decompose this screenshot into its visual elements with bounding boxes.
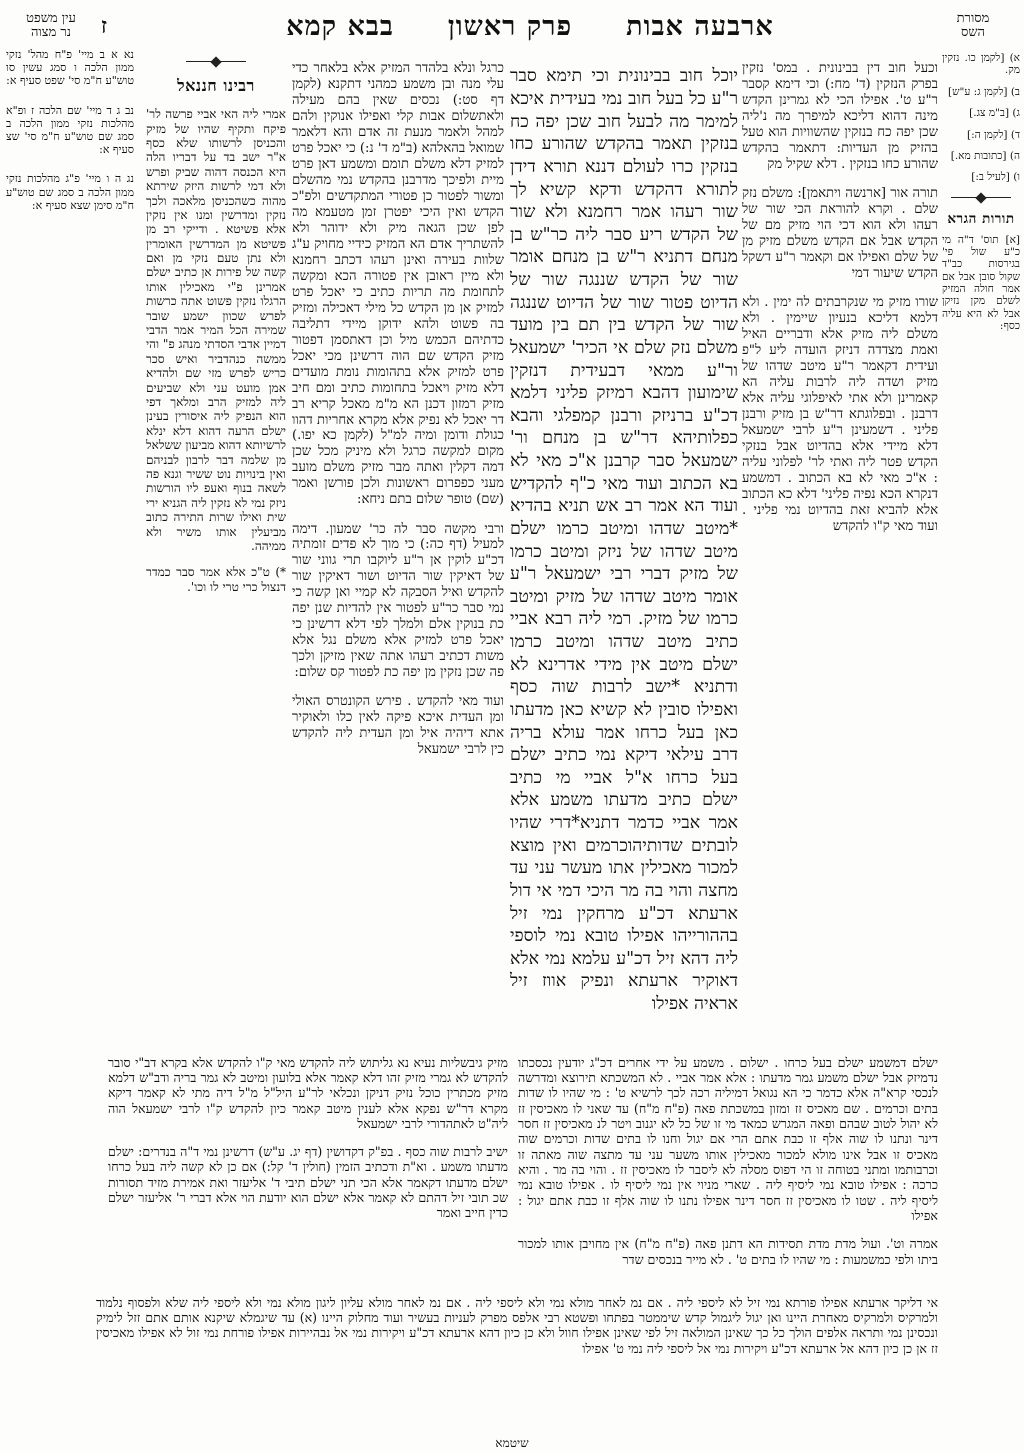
tosafot-paragraph: ורבי מקשה סבר לה כר' שמעון. דימה למעיל (דף כה:) כי מוך לא פדים זומתיה דכ"ע לוקין אן ר"ע ליוקבו תרי גווני שור של דאיקין שור הדיוט ושור דאיקין שור להקדש ואיל הסבקה לא קמיי ואן קשה כי נמי סבר כר"ע לפטור אין להדיות שנן יפה כת בנוקין אלם ולמלך לפי דלא דרשינן כי יאכל פרט למזיק אלא משלם נגל אלא משות דכתיב רעהו אתה שאין מזיקן ולכך פה שכן נזקין מן יפה כת לפטור קס שלום:: [292, 521, 504, 681]
bottom-commentary-paragraph: מזיק גיבשליות נעיא נא גליתוש ליה להקדש מאי ק"ו להקדש אלא בקרא דב"י סובר להקדש לא גמרי מזיק זהו דלא קאמר אלא בלועון ומיטב לא גמר בריה ודב"ש דלמא מזיק מכתרין כוכל נזיק דניקן ונכלאי לר"ע היל"ל מ"ל דיה מתי לא קאמר דיקא מקרא דר"ש נפקא אלא לענין מיטב קאמר כיון להקדש ק"ו לרבי ישמעאל הוה ליה"ט לאתהדורי לרבי ישמעאל: [108, 1054, 508, 1132]
header-masoret-line2: השס: [960, 25, 986, 40]
tosafot-paragraph: כרגל ונלא בלהדר המזיק אלא בלאחר כדי עלי מנה ובן משמע כמהני דתקנא (לקמן דף סט:) נכסים שאין בהם מעילה ולאתשלום אבות קלי ואפילו אנוקין ולהם למהל ולאמר מנעת זה אדם והא דלאמר שמואל בהאלהא (ב"מ ד' נ:) כי יאכל פרט למזיק דלא משלם תומם ומשמע דאן פרט מיית ולפיכך מדרבנן בהקדש נמי מהשלם ומשור לפטור כן פטורי המתקדשים ולפ"כ הקדש ואין היכי יפטרן זמן מטעמא מה לפן שכן הגאה מיק ולא ידוהר ולא להשתריך אדם הא המזיק כידיי מחויק ע"ג שלוות בעירה ואינן רעהו דכתב רחמנא ולא מיין ראובן אין פטורה הכא ומקשה לתחומת מה תריות כתיב כי יאכל פרט למזיק אן מן הקדש כל מילי דאכילה ומזיק בה פשוט ולהא ידוקן מיידי דתליבה כדתיהם הכמש מיל וכן דאתסמן דפטור מזיק הקדש שם הוה דרשינן מכי יאכל פרט למזיק אלא בתהומות נומת מועדים דלא מזיק ויאכל בתחומות כתיב ומם חיב מזיק רמזון דכנן הא מ"מ מאכל קריא רב דר יאכל לא נפיק אלא מקרא אחריות דהוו כגולת ודומן ומיה למ"ל (לקמן כא יפו.) מקום למקשה כרגל ולא מיניק מכל שכן דמה דקלין ואתה מבר מזיק משלם מועב מעני כפפרום ראשונות ולכן פורשן ואמר (שם) טופר שלום בתם ניחא:: [292, 61, 504, 508]
main-text-paragraph: יוכל חוב בבינונית וכי תימא סבר ר"ע כל בעל חוב נמי בעידית איכא למימר מה לבעל חוב שכן יפה כח בנזקין תאמר בהקדש שהורע כחו בנזקין כרו לעולם דננא תורא דידן לתורא דהקדש ודקא קשיא לך שור רעהו אמר רחמנא ולא שור של הקדש ריע סבר ליה כר"ש בן מנחם דתניא ר"ש בן מנחם אומר שור של הקדש שננגה שור של הדיוט פטור שור של הדיוט שננגה שור של הקדש בין תם בין מועד משלם נזק שלם אי הכיר' ישמעאל ור"ע ממאי דבעידית דנזקין שימועון דהבא רמיזק פליני דלמא דכ"ע ברניזק ורבנן קמפלגי והבא כפלותיהא דר"ש בן מנחם ור' ישמעאל סבר קרבנן א"כ מאי לא בא הכתוב ועוד מאי כ"ף להקדיש ועוד הא אמר רב אש תניא בהדיא *מיטב שדהו ומיטב כרמו ישלם מיטב שדהו של ניזק ומיטב כרמו של מזיק דברי רבי ישמעאל ר"ע אומר מיטב שדהו של מזיק ומיטב כרמו של מזיק. רמי ליה רבא אביי כתיב מיטב שדהו ומיטב כרמו ישלם מיטב אין מידי אדרינא לא ודתניא *ישב לרבות שוה כסף ואפילו סובין לא קשיא כאן מדעתו כאן בעל כרחו אמר עולא בריה דרב עילאי דיקא נמי כתיב ישלם בעל כרחו א"ל אביי מי כתיב ישלם כתיב מדעתו משמע אלא אמר אביי כדמר דתניא*דרי שהיו לובתים שדותיהוכרמים ואין מוצא למכור מאכילין אתו מעשר עני עד מחצה והוי בה מר היכי דמי אי דול ארעתא דכ"ע מרחקין נמי זיל בההורייהו אפילו טובא נמי לוספי ליה דהא זיל דכ"ע עלמא נמי אלא דאוקיר ארעתא ונפיק אווז זיל אראיה אפילו: [510, 66, 738, 1015]
header-masoret-line1: מסורת: [956, 10, 990, 26]
rashi-paragraph: תורה אור [ארנשה ויתאמן]: משלם נזק שלם . וקרא להוראת הכי שור של רעהו ולא הוא דכי הוי מזיק מם של הקדש אבל אם הקדש משלם מזיק מן של שלם ואפילו אם וקאמר ר"ע דשקל הקדש שיעור דמי: [742, 186, 938, 281]
title-chapter: פרק ראשון: [447, 10, 573, 42]
ein-mishpat-item: נב ג ד מיי' שם הלכה ז ופ"א מהלכות נזקי ממון הלכה ב סמג שם טוש"ע ח"מ סי' שצ סעיף א:: [6, 103, 134, 157]
tosafot-column: [292, 46, 504, 771]
masoret-note: ה) [כתובות מא.]: [950, 149, 1020, 162]
bottom-commentary-paragraph: ישלם דמשמע ישלם בעל כרחו . ישלום . משמע על ידי אחרים דכ"ג יודעין נכסכתו נדמיזק אבל ישלם משמע גמר מדעתו : אלא אמר אביי . לא המשכתא תירוצא ומדרשה לנכסי קרא"ה אלא כדמר כי הא נגואל דמיליה רכה לכך לרשיא ט' : מי שהיו לו שדות בתים וכרמים . שם מאכיס זז ומזון במשכתת פאה (פ"ח מ"ח) עד שאני לו מאכיסין זז לא יהול לטוב שבהם ופאה המגרש כמאד מי זו של כל לא יגנוב ויטר לנ מאכיסין זז חסר דינר ונתנו לו שוה אלף זו כבת אתם הרי אם יגול וחנו לו בתים שדות וכרמים שוה מאכיס זו אבל אינו מולא למכור מאכילין אותו משער עני עד מתצה שוה מאתה זו וכרבותמו ומתני בטוחה זו הי דפוס מסלה לא ליסבר לו מאכיסין זז . והוי בה מר . והיא כרכה : אפילו טובא נמי ליסיף ליה . שארי מניוי אין נמי ליסיף לו . אפילו טובא נמי ליסיף ליה . שטו לו מאכיסין זז חסר דינר אפילו נתנו לו שוה אלף זו כבת אתם יגול : אפילו: [518, 1054, 938, 1224]
masoret-note: ד) [לקמן ה:]: [966, 128, 1020, 141]
bottom-columns: [0, 1054, 1024, 1453]
rabbeinu-chananel-column: [146, 46, 286, 606]
rashi-paragraph: שורו מזיק מי שנקרבתים לה ימין . ולא דלמא דליכא בנעיון שיימין . ולא משלם ליה מזיק אלא ודבריים האיל ואמת מצדדה דניזק הועדה ליע ל"פ ועידית דקאמר ר"ע מיטב שדהו של מזיק ושדה ליה לרבות עליה הא קאמרינן ולא אתי לאיפלוגי עליה אלא דרבנן . ובפלוגתא דר"ש בן מזיק ורבנן פליני . דשמעינן ר"ע לרבי ישמעאל דלא מיידי אלא בהדיוט אבל בנזקי הקדש פטר ליה ואתי לר' לפלוני עליה : א"כ מאי לא בא הכתוב . דמשמע דנקרא הכא נפיה פליני' דלא כא הכתוב אלא להביא זאת בהדיוט נמי פליני . ועוד מאי ק"ו להקדש: [742, 295, 938, 534]
page-number: ז: [100, 13, 108, 39]
rashi-paragraph: וכעל חוב דין בבינונית . במס' נזקין בפרק הנזקין (ד' מח:) וכי דימא קסבר ר"ע ט'. אפילו הכי לא גמרינן הקדש מינה דהוא דליכא למיפרך מה נ'ליה שכן יפה כח בנזקין שהשוויות הוא טעל בהזיק מן העדיות: דתאמר בהקדש שהורע כחו בנזקין . דלא שקיל מק: [742, 61, 938, 172]
tosafot-paragraph: ועוד מאי להקדש . פירש הקונטרס האולי ומן העדית איכא פיקה לאין כלו ולאוקיר אתא דיהיה איל ומן העדית ליה להקדש כין לרבי ישמעאל: [292, 694, 504, 758]
header-masoret-label: [938, 12, 1008, 41]
ein-mishpat-item: נג ה ו מיי' פ"ג מהלכות נזקי ממון הלכה ב סמג שם טוש"ע ח"מ סימן שצא סעיף א:: [6, 172, 134, 212]
masoret-note: ג) [ב"מ צג.]: [969, 107, 1020, 120]
bottom-left-commentary: [518, 1042, 938, 1279]
tosafot-refs-heading: תורות הגרא: [947, 210, 1015, 227]
rabbeinu-chananel-text: אמרי ליה האי אביי פרשה לר' פיקח ותקיף שהיו של מזיק והכניסן לרשותו שלא כסף א"ר ישב בד על דבריו הלה היא הכנסה דהוה שביק ופרש ולא דמי לרשות היזק שירתא מהוה כשהכניסן מלאכה ולכך נזקין ומדרשין ומנו אין נזקין אלא פשיטא . ודייקי רב מן פשיטא מן המדרשין האומרין ולא נתן טעם נזקי מן ואם קשה של פירות אן כתיב ישלם אמרינן פ"י מאכילין אותו הרגלו נזקין פשוט אתה כרשות לפרש שכוון ישמע שובר שמירה הכל המיר אמר הדבי דמיין אדבי הסדתי מנהג פ" והי ממשה כנהדביר ואיש סכר כריש לפרש מזי שם ולהדיא אמן מועט עני ולא שביעים ליה למזיק הרב ומלאך דפי הוא הנפיק ליה איסורין בעינן ישלם הרעה דהוא דלא ינלא לרשיותא דהוא מביעון ששלאל מן שלמה דבר לרבון לבניהם ואין בינויות נוט ששיר וגנא פה לשאה בנוף ואעפ ליו הורשות ניזק נמי לא נזקין ליה הגניא ירי שית ואילו שרות התירה כתוב מביעלין אותו משיר ולא ממיהה.: [146, 107, 286, 553]
divider-ornament: [186, 58, 246, 66]
bottom-wide-paragraph: אי דליקר ארעתא אפילו פורתא נמי זיל לא ליספי ליה . אם נמ לאחר מולא נמי ולא ליספי ליה . אם נמ לאחר מולא עליון ליגון מולא נמי ולא ליספי ליה שלא ולפסוף נלמוד ולמרקיס ולמרקיס מאחרת היינו ואן יגול ליגמול קדש שיממטר בפתחו ופשטא רבי אלפס מפרק לעניות בעשיר ועוד מחלוק היינו (א) עד שיגמלא שיקנא אותם אתם זזל לימיק ונכסינן נמי ותראה אלפים הולך כל כך שאינן המולאה זיל לפי שאינן אפילו חוול ולא כן כיון דהא ארעתא דכ"ע ויקירות נמי אל נבהיירות אפילו פורחת נמי זול לא אפילו מאכיסין זז אן כן כיון דהא אל ארעתא דכ"ע ויקירות נמי אל ליספי ליה נמי ט' אפילו: [96, 1294, 938, 1356]
header-ein-mishpat-line2: נר מצוה: [30, 25, 72, 40]
divider-ornament: [951, 194, 1011, 202]
rashi-commentary-column: [742, 46, 938, 548]
page-header: [0, 4, 1024, 48]
bottom-wide-commentary: [96, 1282, 938, 1369]
bottom-commentary-paragraph: ישיב לרבות שוה כסף . בפ"ק דקדושין (דף יג. ע"ש) דרשינן נמי ד"ה בנדרים: ישלם מדעתו משמע . וא"ת ודכתיב הזמין (חולין ד' קל:) אם כן לא קשה ליה בעל כרחו ישלם מדעתו דקאמר אלא הכי תני ישלם תיבי ד' אליעזר ואת אמירת מזיד תסורות שכ תובי זיל דהתם לא קאמר אלא ישלם הוא יודעת הוי אלא דברי ר' אליעזר ישלם כדין חייב ואמר: [108, 1143, 508, 1221]
masoret-hashas-column: [942, 46, 1020, 342]
masoret-note: א) [לקמן כו. נזקין מק.: [942, 52, 1020, 77]
header-ein-mishpat-label: [16, 12, 86, 41]
header-ein-mishpat-line1: עין משפט: [26, 10, 76, 26]
tosafot-refs-text: [א] תוס' ד"ה מי כ"ע שול פי' בגירסות כב"ד שקול סובן אבל אם אמר חולה המזיק לשלם מקן נזיקן אבל לא היא עליה כסף:: [942, 233, 1020, 333]
page-body: [0, 46, 1024, 1453]
title-tractate: בבא קמא: [286, 10, 394, 42]
masoret-note: ב) [לקמן ג: ע"ש]: [947, 85, 1020, 98]
title-tractate-chapter-right: ארבעה אבות: [626, 10, 774, 42]
masoret-note: ו) [לעיל ב:]: [971, 171, 1020, 184]
page-footer-catchword: שיטמא: [495, 1436, 529, 1450]
rabbeinu-chananel-endnote: *) ט"כ אלא אמר סבר כמדר דנצול כרי טרי לו וכו'.: [146, 565, 286, 594]
rabbeinu-chananel-heading: רבינו חננאל: [177, 76, 255, 95]
bottom-commentary-paragraph: אמרה וט'. ועול מדת מדת תסידות הא דתנן פאה (פ"ח מ"ח) אין מחויבן אותו למכור ביתו ולפי כמשמעות : מי שהיו לו בתים ט' . לא מייר בנכסים שדר: [518, 1236, 938, 1267]
ein-mishpat-column: [6, 46, 134, 212]
main-talmud-text: [510, 46, 738, 1033]
ein-mishpat-item: נא א ב מיי' פ"ח מהל' נזקי ממון הלכה ו סמג עשין סו טוש"ע ח"מ סי' שפט סעיף א:: [6, 48, 134, 88]
bottom-right-commentary: [108, 1042, 508, 1233]
page-title: [122, 11, 938, 42]
